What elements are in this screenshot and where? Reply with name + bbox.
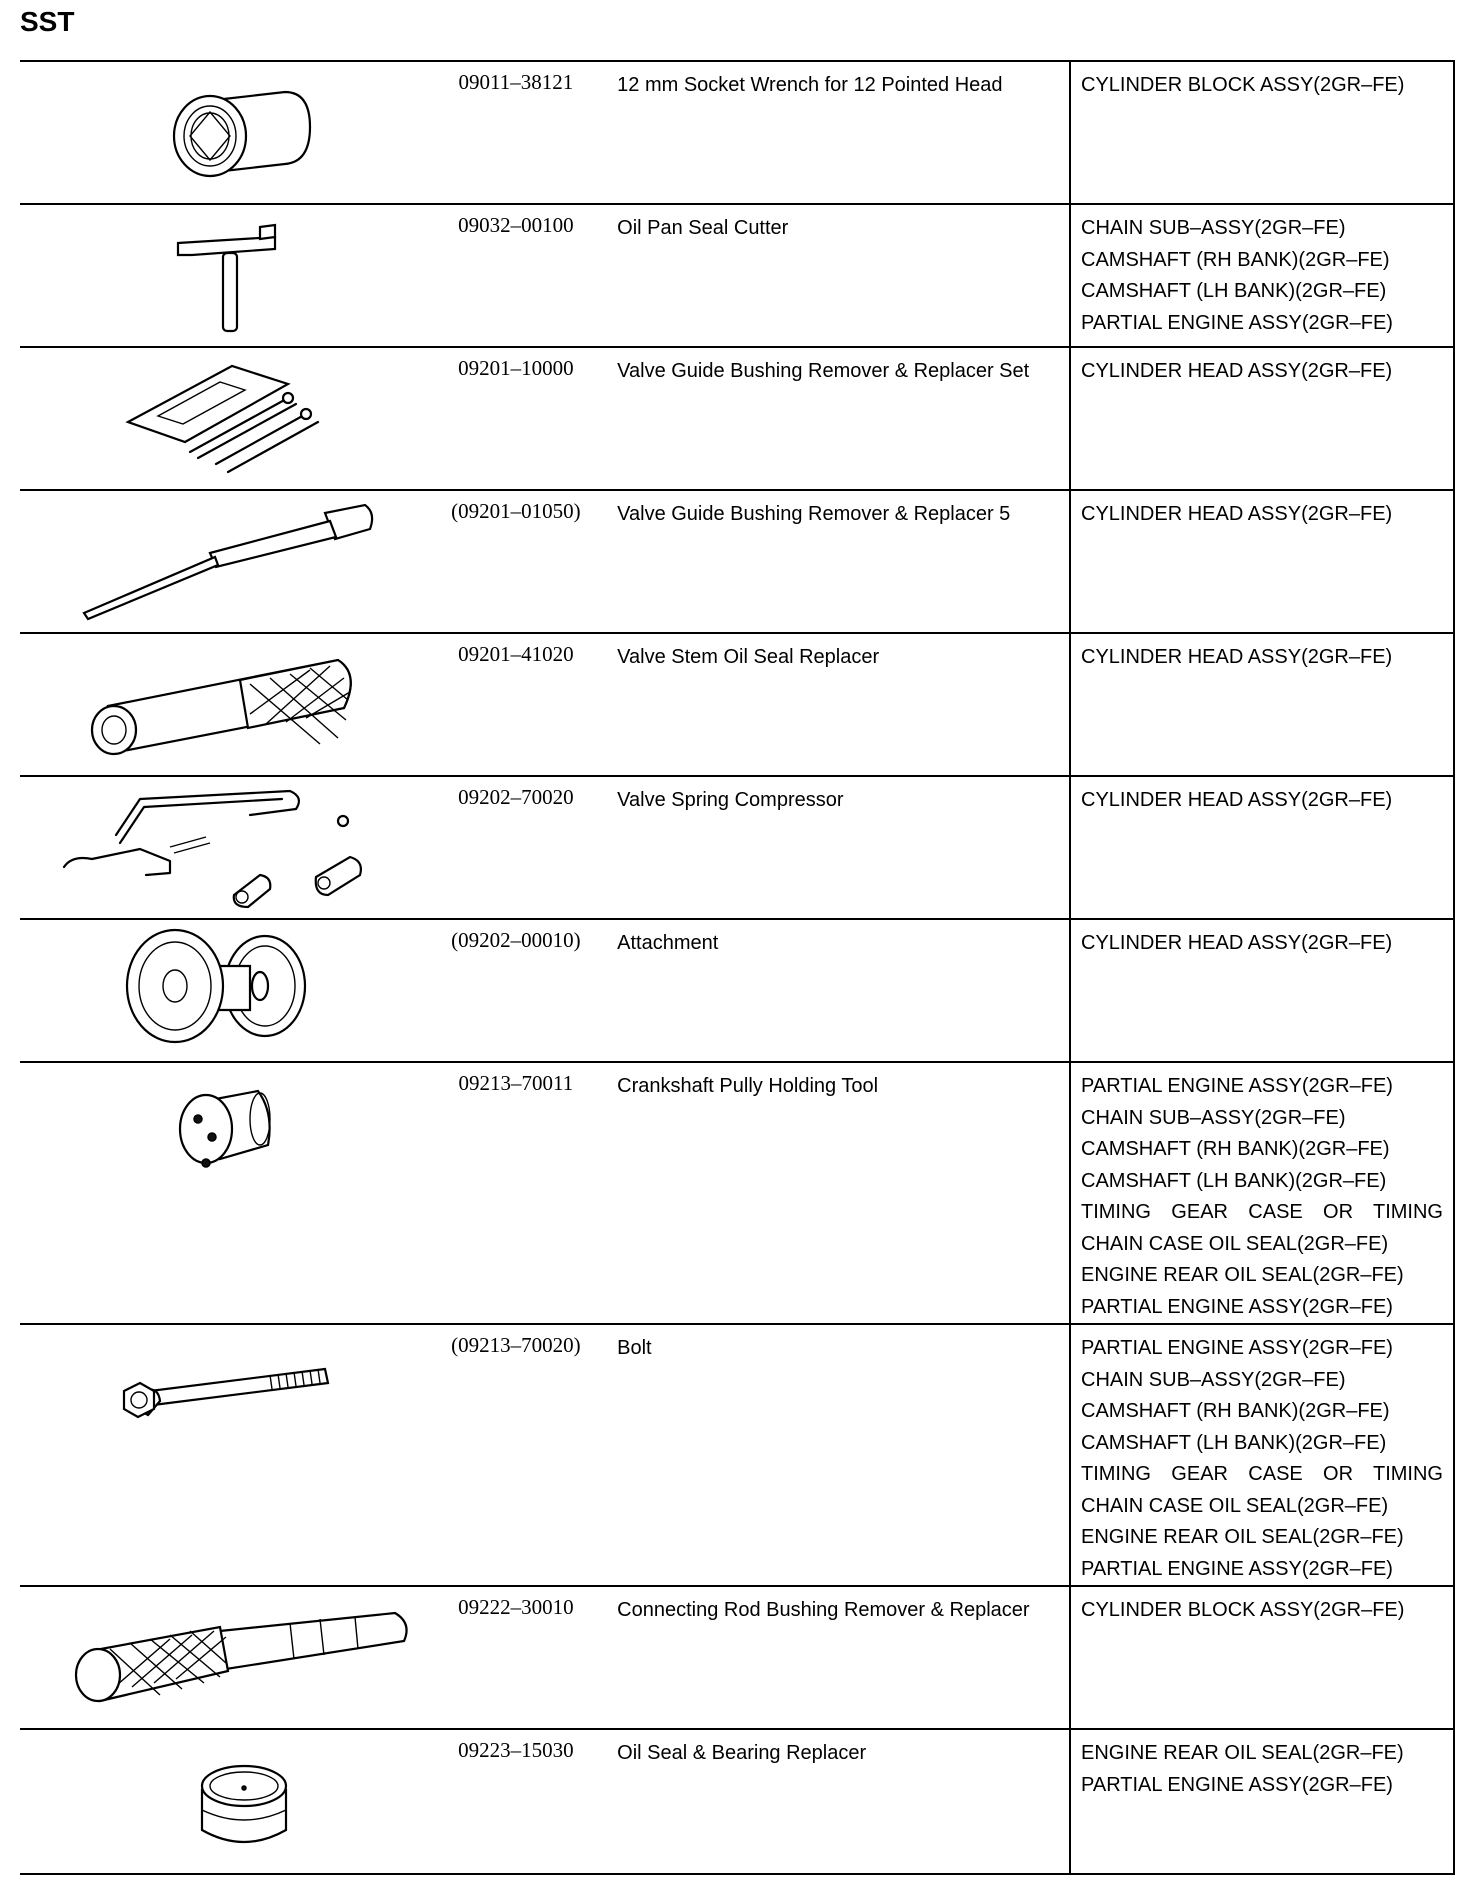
applies-to-item: CHAIN SUB–ASSY(2GR–FE) bbox=[1081, 1368, 1346, 1391]
applies-to-item: TIMING GEAR CASE OR TIMING bbox=[1081, 1201, 1443, 1223]
tool-info-cell bbox=[20, 1062, 1070, 1324]
tool-name: Oil Seal & Bearing Replacer bbox=[617, 1742, 867, 1764]
bearing-replacer-icon bbox=[20, 1730, 423, 1873]
tool-info-cell bbox=[20, 490, 1070, 633]
rod-bushing-tool-icon bbox=[20, 1587, 423, 1728]
applies-to-item: ENGINE REAR OIL SEAL(2GR–FE) bbox=[1081, 1742, 1404, 1764]
applies-to-cell bbox=[1070, 61, 1454, 204]
applies-to-cell bbox=[1070, 204, 1454, 347]
applies-to-item: CHAIN SUB–ASSY(2GR–FE) bbox=[1081, 217, 1346, 239]
tool-name: Valve Guide Bushing Remover & Replacer 5 bbox=[617, 503, 1011, 525]
tool-name: Attachment bbox=[617, 932, 719, 954]
table-row bbox=[20, 1062, 1454, 1324]
part-number: (09201–01050) bbox=[451, 499, 581, 523]
tool-info-cell bbox=[20, 919, 1070, 1062]
applies-to-cell bbox=[1070, 347, 1454, 490]
part-number: 09201–41020 bbox=[458, 642, 574, 666]
part-number: (09213–70020) bbox=[451, 1333, 581, 1357]
tool-info-cell bbox=[20, 61, 1070, 204]
seal-cutter-icon bbox=[20, 205, 423, 346]
applies-to-item: CAMSHAFT (LH BANK)(2GR–FE) bbox=[1081, 1431, 1387, 1454]
tool-name: Bolt bbox=[617, 1337, 652, 1359]
tool-name: Crankshaft Pully Holding Tool bbox=[617, 1075, 879, 1097]
part-number: 09032–00100 bbox=[458, 213, 574, 237]
table-row bbox=[20, 204, 1454, 347]
applies-to-item: TIMING GEAR CASE OR TIMING bbox=[1081, 1463, 1443, 1485]
applies-to-item: CYLINDER BLOCK ASSY(2GR–FE) bbox=[1081, 74, 1405, 96]
tool-info-cell bbox=[20, 633, 1070, 776]
bolt-icon bbox=[20, 1325, 423, 1585]
applies-to-item: PARTIAL ENGINE ASSY(2GR–FE) bbox=[1081, 1295, 1393, 1318]
table-row bbox=[20, 1324, 1454, 1586]
applies-to-item: ENGINE REAR OIL SEAL(2GR–FE) bbox=[1081, 1526, 1404, 1548]
part-number: 09202–70020 bbox=[458, 785, 574, 809]
applies-to-item: CYLINDER HEAD ASSY(2GR–FE) bbox=[1081, 932, 1393, 954]
table-row bbox=[20, 633, 1454, 776]
applies-to-cell bbox=[1070, 1324, 1454, 1586]
tool-info-cell bbox=[20, 1586, 1070, 1729]
applies-to-cell bbox=[1070, 490, 1454, 633]
applies-to-item: CYLINDER BLOCK ASSY(2GR–FE) bbox=[1081, 1599, 1405, 1621]
part-number: 09223–15030 bbox=[458, 1738, 574, 1762]
tool-info-cell bbox=[20, 776, 1070, 919]
applies-to-item: CAMSHAFT (LH BANK)(2GR–FE) bbox=[1081, 1169, 1387, 1192]
table-row bbox=[20, 490, 1454, 633]
spring-compressor-icon bbox=[20, 777, 423, 918]
applies-to-item: CYLINDER HEAD ASSY(2GR–FE) bbox=[1081, 503, 1393, 525]
table-row bbox=[20, 347, 1454, 490]
applies-to-cell bbox=[1070, 1729, 1454, 1874]
attachment-icon bbox=[20, 920, 423, 1061]
bushing-remover-icon bbox=[20, 491, 423, 632]
applies-to-item: CHAIN CASE OIL SEAL(2GR–FE) bbox=[1081, 1494, 1389, 1517]
applies-to-item: PARTIAL ENGINE ASSY(2GR–FE) bbox=[1081, 1557, 1393, 1580]
part-number: (09202–00010) bbox=[451, 928, 581, 952]
tool-name: Valve Guide Bushing Remover & Replacer Set bbox=[617, 360, 1030, 382]
tool-info-cell bbox=[20, 1729, 1070, 1874]
part-number: 09222–30010 bbox=[458, 1595, 574, 1619]
sst-table bbox=[20, 60, 1455, 1875]
applies-to-cell bbox=[1070, 919, 1454, 1062]
bushing-set-icon bbox=[20, 348, 423, 489]
applies-to-cell bbox=[1070, 1586, 1454, 1729]
table-row bbox=[20, 1586, 1454, 1729]
applies-to-item: CYLINDER HEAD ASSY(2GR–FE) bbox=[1081, 360, 1393, 382]
applies-to-cell bbox=[1070, 1062, 1454, 1324]
pulley-holder-icon bbox=[20, 1063, 423, 1323]
applies-to-item: CYLINDER HEAD ASSY(2GR–FE) bbox=[1081, 789, 1393, 811]
applies-to-item: CHAIN SUB–ASSY(2GR–FE) bbox=[1081, 1106, 1346, 1129]
applies-to-item: PARTIAL ENGINE ASSY(2GR–FE) bbox=[1081, 1075, 1393, 1097]
tool-info-cell bbox=[20, 1324, 1070, 1586]
page-title: SST bbox=[20, 6, 75, 37]
applies-to-item: CHAIN CASE OIL SEAL(2GR–FE) bbox=[1081, 1232, 1389, 1255]
applies-to-item: PARTIAL ENGINE ASSY(2GR–FE) bbox=[1081, 1337, 1393, 1359]
part-number: 09201–10000 bbox=[458, 356, 574, 380]
tool-info-cell bbox=[20, 204, 1070, 347]
part-number: 09011–38121 bbox=[458, 70, 574, 94]
applies-to-item: CAMSHAFT (RH BANK)(2GR–FE) bbox=[1081, 1138, 1390, 1160]
applies-to-item: PARTIAL ENGINE ASSY(2GR–FE) bbox=[1081, 311, 1393, 334]
table-row bbox=[20, 919, 1454, 1062]
applies-to-item: CAMSHAFT (RH BANK)(2GR–FE) bbox=[1081, 248, 1390, 271]
applies-to-cell bbox=[1070, 633, 1454, 776]
applies-to-item: CAMSHAFT (RH BANK)(2GR–FE) bbox=[1081, 1400, 1390, 1422]
table-row bbox=[20, 1729, 1454, 1874]
applies-to-item: CYLINDER HEAD ASSY(2GR–FE) bbox=[1081, 646, 1393, 668]
table-row bbox=[20, 61, 1454, 204]
table-row bbox=[20, 776, 1454, 919]
tool-name: Oil Pan Seal Cutter bbox=[617, 217, 789, 239]
tool-name: Valve Stem Oil Seal Replacer bbox=[617, 646, 880, 668]
tool-name: Connecting Rod Bushing Remover & Replacer bbox=[617, 1599, 1030, 1621]
tool-info-cell bbox=[20, 347, 1070, 490]
tool-name: 12 mm Socket Wrench for 12 Pointed Head bbox=[617, 74, 1003, 96]
applies-to-cell bbox=[1070, 776, 1454, 919]
applies-to-item: CAMSHAFT (LH BANK)(2GR–FE) bbox=[1081, 280, 1387, 302]
socket-wrench-icon bbox=[20, 62, 423, 203]
applies-to-item: PARTIAL ENGINE ASSY(2GR–FE) bbox=[1081, 1773, 1393, 1796]
tool-name: Valve Spring Compressor bbox=[617, 789, 844, 811]
oil-seal-replacer-icon bbox=[20, 634, 423, 775]
part-number: 09213–70011 bbox=[458, 1071, 574, 1095]
applies-to-item: ENGINE REAR OIL SEAL(2GR–FE) bbox=[1081, 1264, 1404, 1286]
